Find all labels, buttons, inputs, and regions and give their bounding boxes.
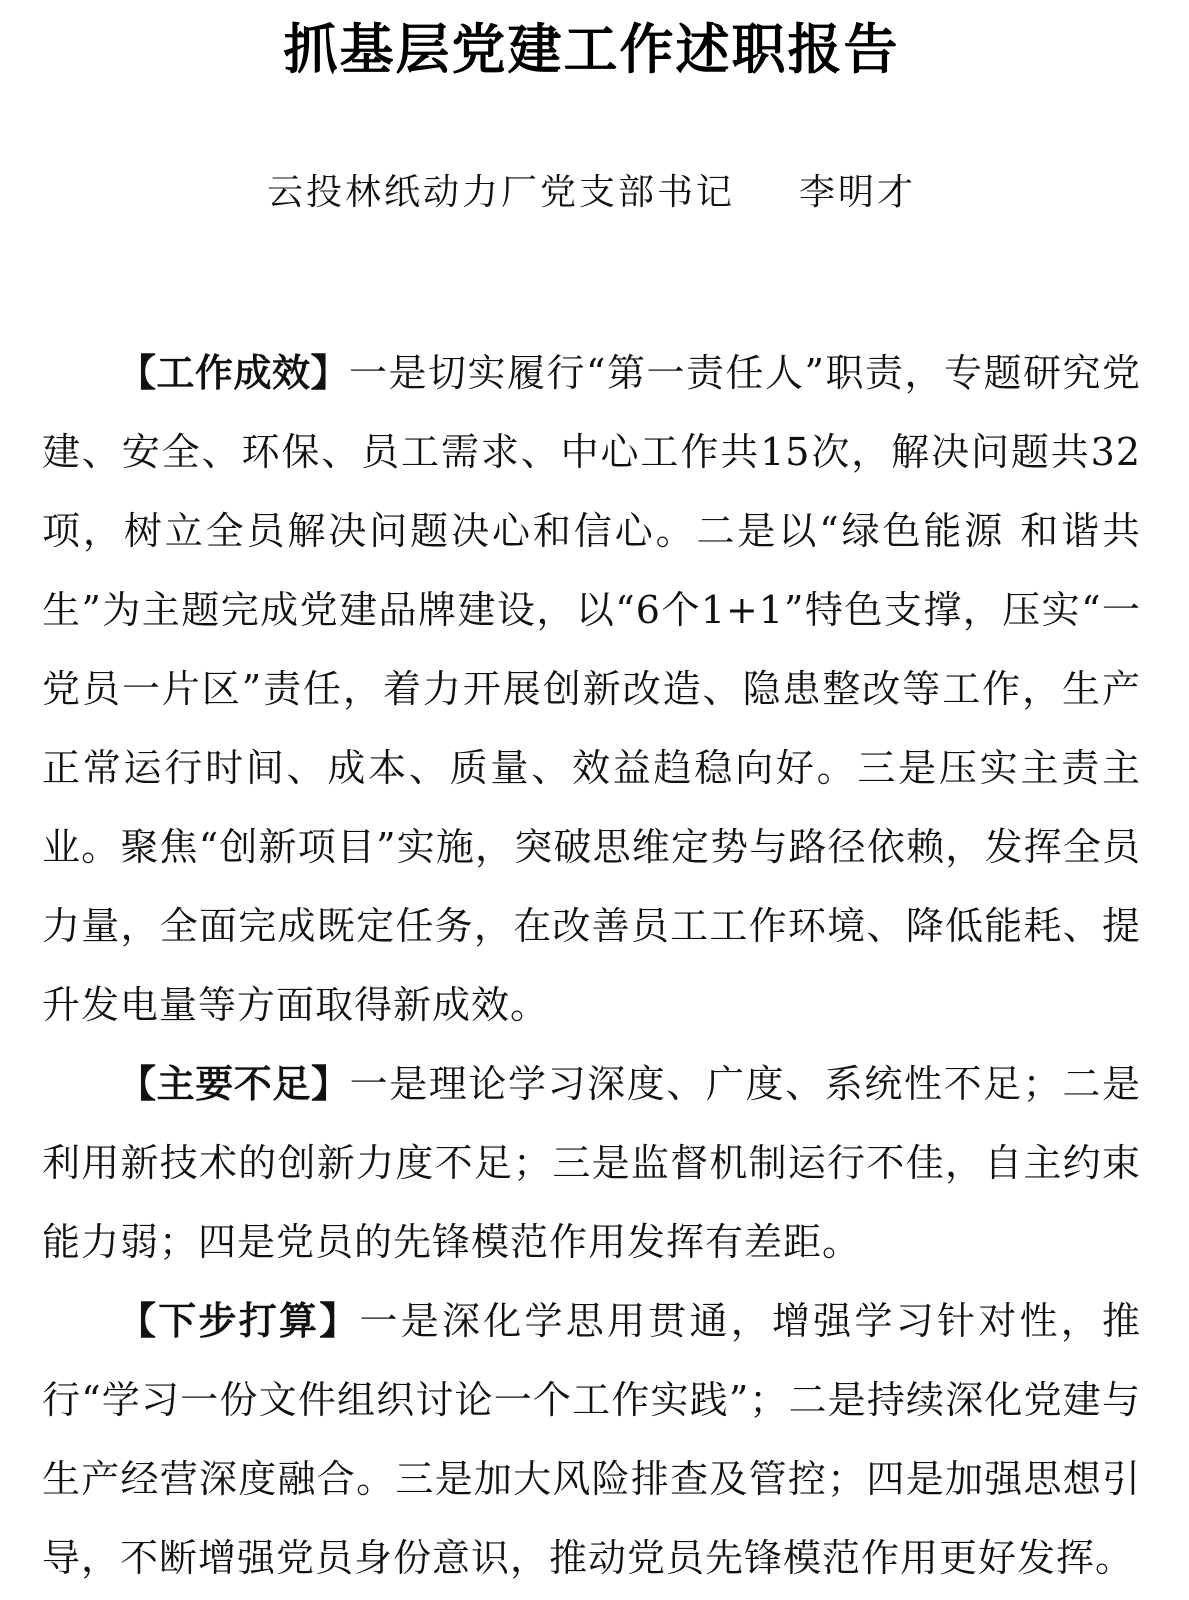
section-text: 一是切实履行“第一责任人”职责，专题研究党建、安全、环保、员工需求、中心工作共15次，解决问题共32项，树立全员解决问题决心和信心。二是以“绿色能源 和谐共生”为主题完成党建品牌建设，以“6个1+1”特色支撑，压实“一党员一片区”责任，着力开展创新改造、隐患整改等工作，生产正常运行时间、成本、质量、效益趋稳向好。三是压实主责主业。聚焦“创新项目”实施，突破思维定势与路径依赖，发挥全员力量，全面完成既定任务，在改善员工工作环境、降低能耗、提升发电量等方面取得新成效。 (42, 351, 1141, 1027)
section-text: 一是理论学习深度、广度、系统性不足；二是利用新技术的创新力度不足；三是监督机制运行不佳，自主约束能力弱；四是党员的先锋模范作用发挥有差距。 (42, 1062, 1141, 1264)
author-position: 云投林纸动力厂党支部书记 (266, 172, 735, 213)
byline (42, 90, 1141, 219)
section-next-steps (42, 1282, 1141, 1598)
section-heading: 【工作成效】 (118, 351, 350, 395)
report-body (42, 334, 1141, 1598)
author-name: 李明才 (799, 172, 917, 213)
document-title: 抓基层党建工作述职报告 (283, 18, 900, 81)
section-achievements (42, 334, 1141, 1045)
section-text: 一是深化学思用贯通，增强学习针对性，推行“学习一份文件组织讨论一个工作实践”；二是持续深化党建与生产经营深度融合。三是加大风险排查及管控；四是加强思想引导，不断增强党员身份意识，推动党员先锋模范作用更好发挥。 (42, 1299, 1141, 1580)
section-shortcomings (42, 1045, 1141, 1282)
section-heading: 【下步打算】 (118, 1299, 360, 1343)
section-heading: 【主要不足】 (118, 1062, 350, 1106)
